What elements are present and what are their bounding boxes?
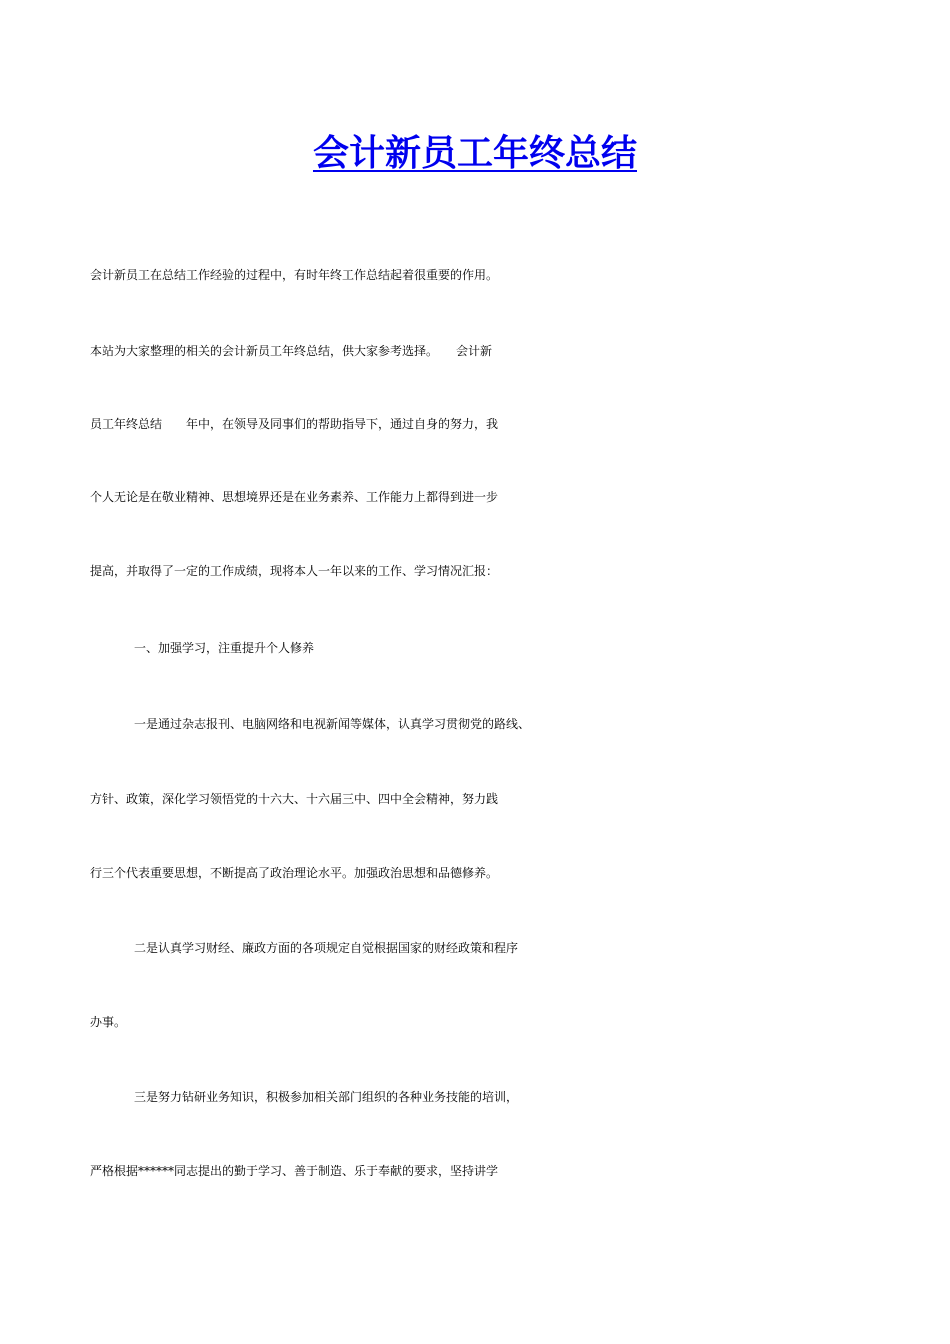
document-title[interactable]: 会计新员工年终总结	[312, 133, 637, 174]
body-line: 本站为大家整理的相关的会计新员工年终总结，供大家参考选择。 会计新	[90, 344, 493, 358]
body-line: 方针、政策，深化学习领悟党的十六大、十六届三中、四中全会精神，努力践	[90, 792, 499, 806]
body-line: 个人无论是在敬业精神、思想境界还是在业务素养、工作能力上都得到进一步	[90, 490, 499, 504]
section-heading: 一、加强学习，注重提升个人修养	[134, 641, 315, 655]
body-line: 行三个代表重要思想，不断提高了政治理论水平。加强政治思想和品德修养。	[90, 866, 499, 880]
body-line: 办事。	[90, 1015, 127, 1029]
body-line: 严格根据******同志提出的勤于学习、善于制造、乐于奉献的要求，坚持讲学	[90, 1164, 499, 1178]
body-line: 员工年终总结 年中，在领导及同事们的帮助指导下，通过自身的努力，我	[90, 417, 499, 431]
body-line: 二是认真学习财经、廉政方面的各项规定自觉根据国家的财经政策和程序	[134, 941, 519, 955]
body-line: 会计新员工在总结工作经验的过程中，有时年终工作总结起着很重要的作用。	[90, 268, 499, 282]
body-line: 提高，并取得了一定的工作成绩，现将本人一年以来的工作、学习情况汇报：	[90, 564, 499, 578]
body-line: 三是努力钻研业务知识，积极参加相关部门组织的各种业务技能的培训，	[134, 1090, 519, 1104]
body-line: 一是通过杂志报刊、电脑网络和电视新闻等媒体，认真学习贯彻党的路线、	[134, 717, 531, 731]
